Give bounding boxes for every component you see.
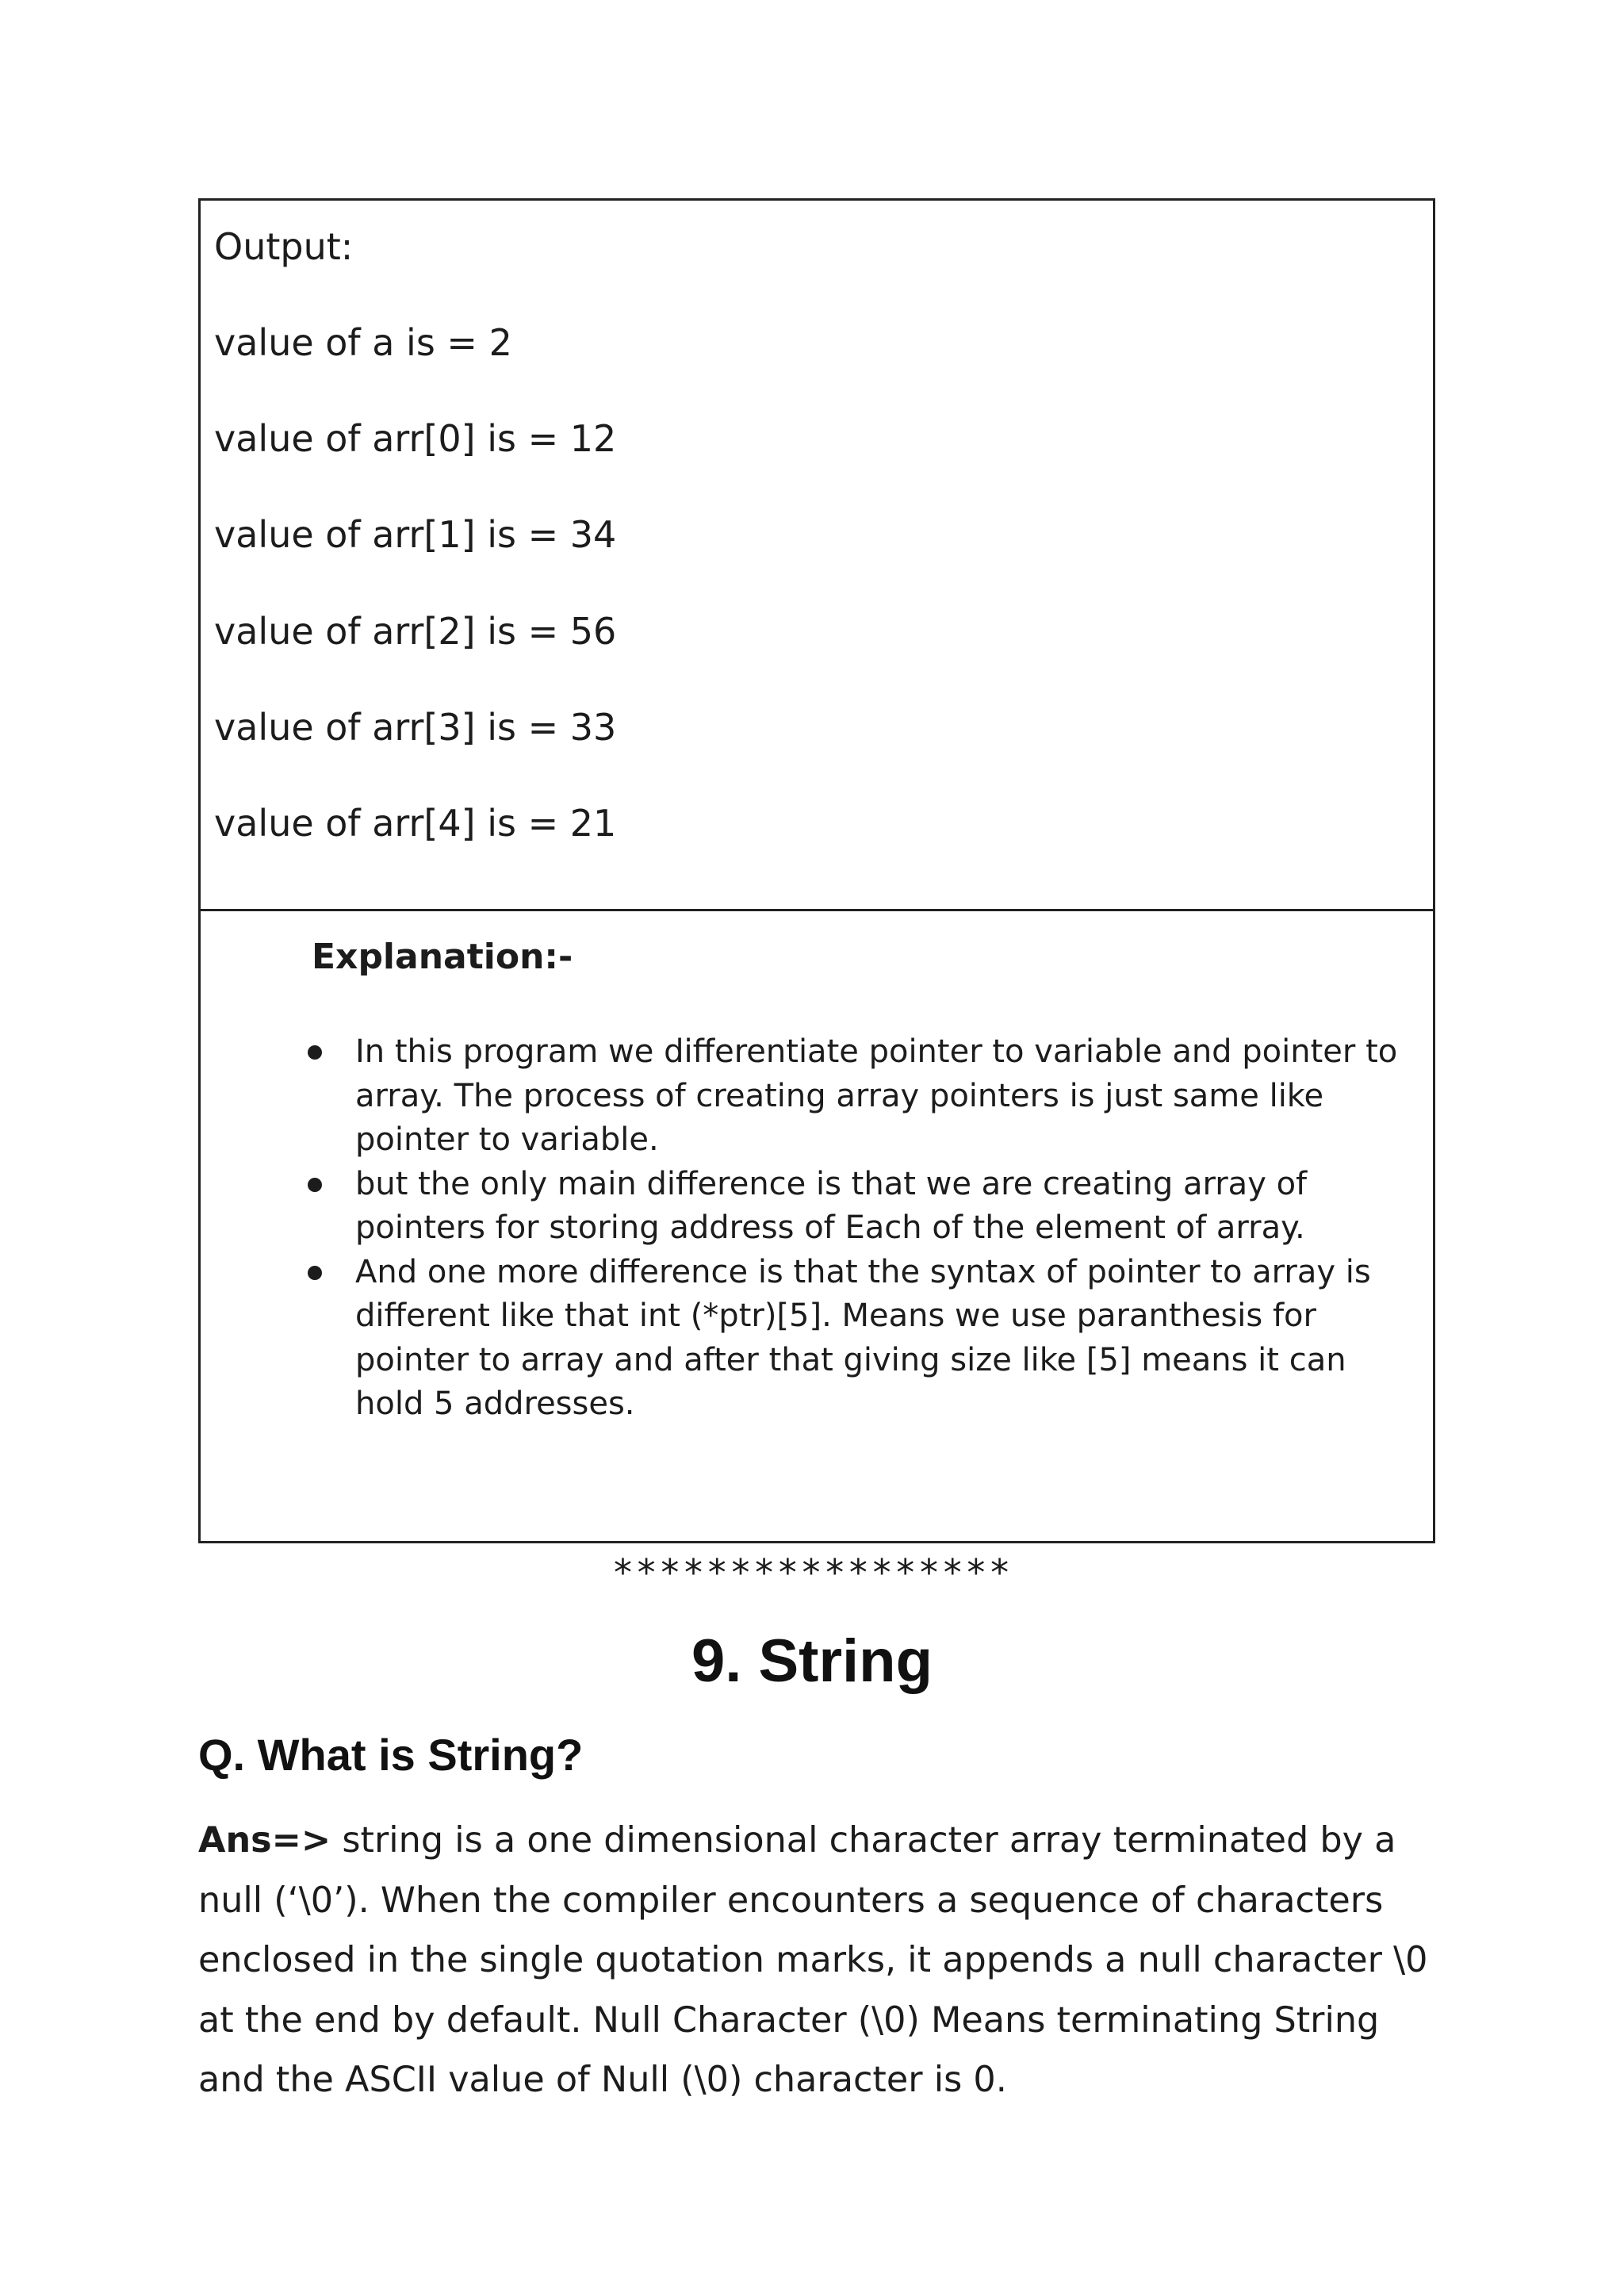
output-heading: Output: xyxy=(214,225,354,268)
explanation-heading: Explanation:- xyxy=(312,937,573,977)
explanation-bullet-item xyxy=(201,1030,1433,1163)
bullet-text: In this program we differentiate pointer to variable and pointer to array. The process of creating array pointers is just same like pointer to variable. xyxy=(355,1033,1398,1158)
question-heading: Q. What is String? xyxy=(198,1730,584,1780)
explanation-bullet-item xyxy=(201,1251,1433,1427)
output-line-arr3: value of arr[3] is = 33 xyxy=(214,706,617,749)
output-explanation-table xyxy=(198,198,1435,1543)
answer-text: string is a one dimensional character array terminated by a null (‘\0’). When the compiler encounters a sequence of characters enclosed in the single quotation marks, it appends a null character \0 at the end by default. Null Character (\0) Means terminating String and the ASCII value of Null (\0) character is 0. xyxy=(198,1820,1428,2100)
section-separator: ***************** xyxy=(611,1551,1013,1594)
explanation-cell xyxy=(201,911,1433,1541)
explanation-bullet-list xyxy=(201,1030,1433,1427)
chapter-title: 9. String xyxy=(691,1627,933,1695)
bullet-dot-icon xyxy=(308,1178,322,1192)
answer-label: Ans=> xyxy=(198,1820,331,1861)
output-line-arr4: value of arr[4] is = 21 xyxy=(214,802,617,845)
bullet-dot-icon xyxy=(308,1045,322,1060)
output-line-a: value of a is = 2 xyxy=(214,321,512,364)
output-line-arr1: value of arr[1] is = 34 xyxy=(214,513,617,556)
bullet-dot-icon xyxy=(308,1266,322,1280)
bullet-text: And one more difference is that the syntax of pointer to array is different like that int (*ptr)[5]. Means we use paranthesis for pointer to array and after that giving size like [5] means it can hold 5 addresses. xyxy=(355,1253,1371,1422)
explanation-bullet-item xyxy=(201,1163,1433,1251)
output-cell xyxy=(201,201,1433,911)
output-line-arr2: value of arr[2] is = 56 xyxy=(214,610,617,653)
answer-paragraph xyxy=(198,1811,1451,2110)
output-line-arr0: value of arr[0] is = 12 xyxy=(214,417,617,460)
bullet-text: but the only main difference is that we are creating array of pointers for storing address of Each of the element of array. xyxy=(355,1165,1308,1246)
